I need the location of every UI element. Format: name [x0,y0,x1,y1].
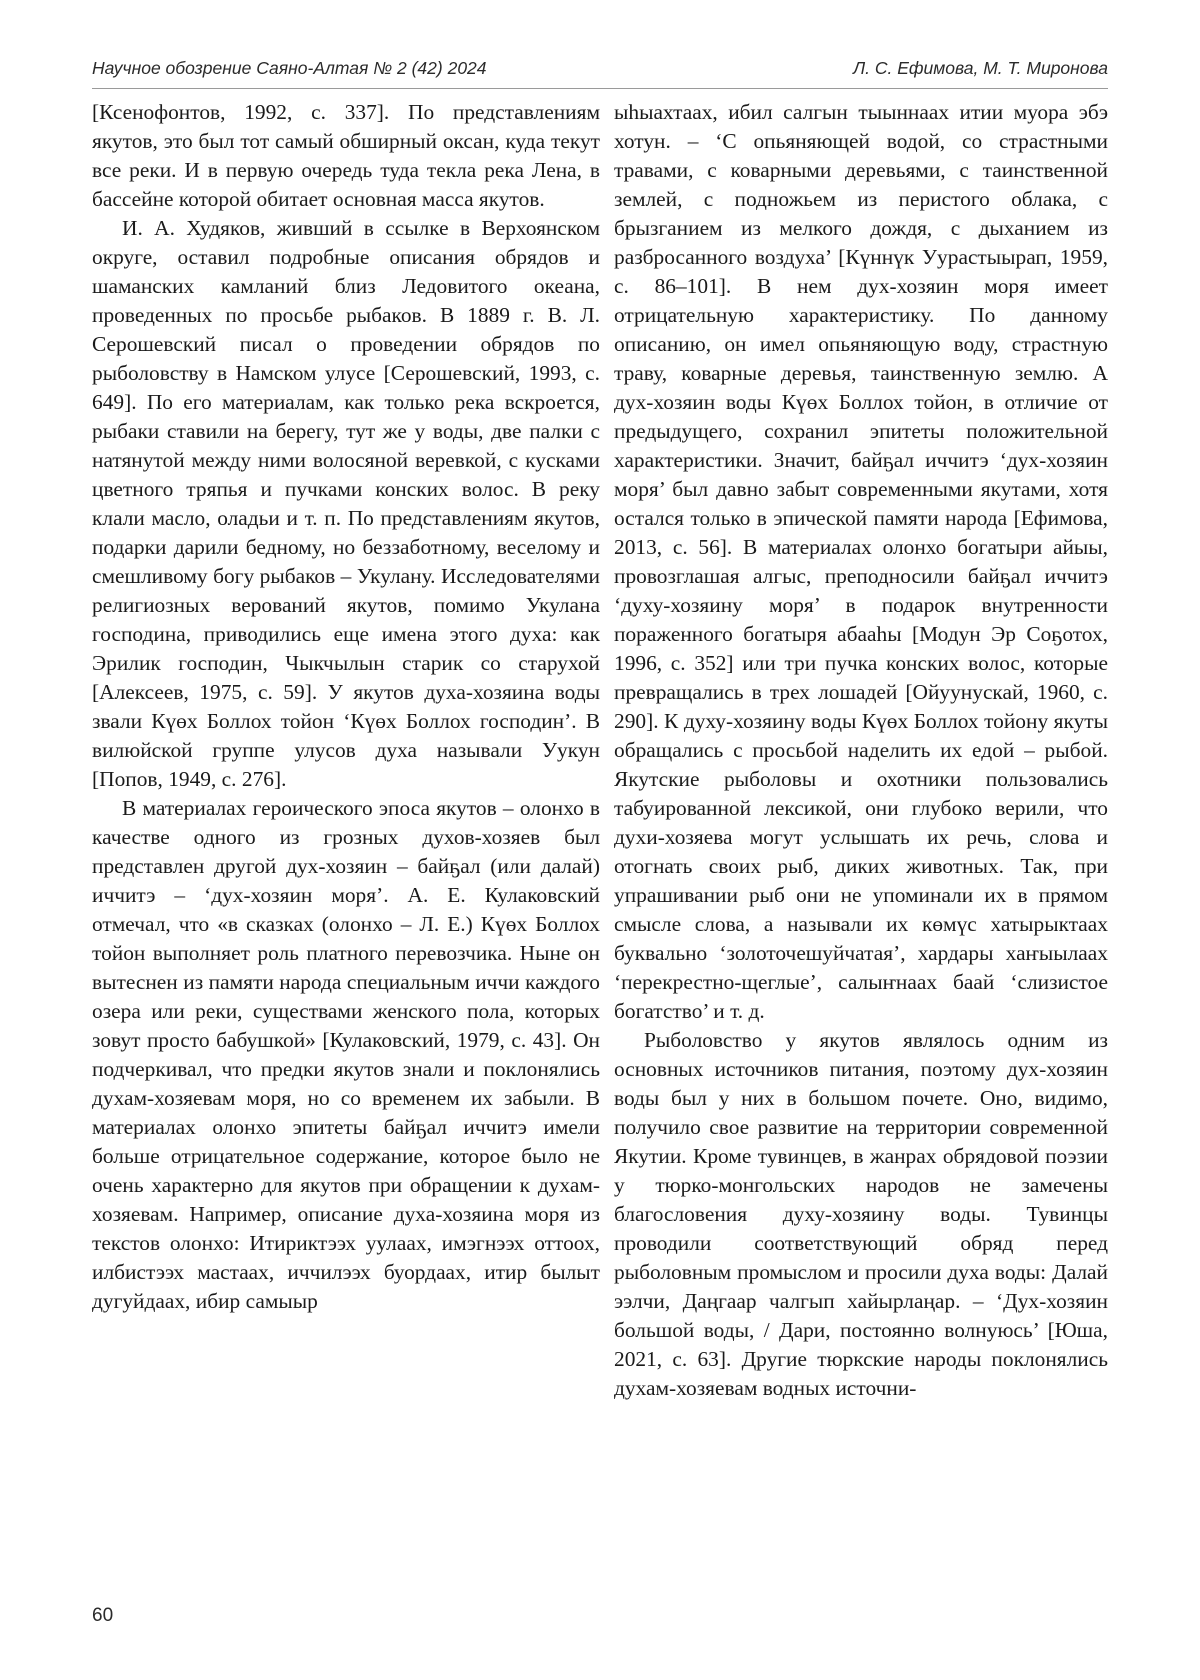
left-column [92,98,600,1316]
paragraph: И. А. Худяков, живший в ссылке в Верхоянском округе, оставил подробные описания обрядов и шаманских камланий близ Ледовитого океана, проведенных по просьбе рыбаков. В 1889 г. В. Л. Серошевский писал о проведении обрядов по рыболовству в Намском улусе [Серошевский, 1993, с. 649]. По его материалам, как только река вскроется, рыбаки ставили на берегу, тут же у воды, две палки с натянутой между ними волосяной веревкой, с кусками цветного тряпья и пучками конских волос. В реку клали масло, оладьи и т. п. По представлениям якутов, подарки дарили бедному, но беззаботному, веселому и смешливому богу рыбаков – Укулану. Исследователями религиозных верований якутов, помимо Укулана господина, приводились еще имена этого духа: как Эрилик господин, Чыкчылын старик со старухой [Алексеев, 1975, с. 59]. У якутов духа-хозяина воды звали Күөх Боллох тойон ‘Күөх Боллох господин’. В вилюйской группе улусов духа называли Уукун [Попов, 1949, с. 276]. [92,216,600,791]
journal-title: Научное обозрение Саяно-Алтая № 2 (42) 2024 [92,58,487,78]
page-number: 60 [92,1605,114,1626]
paragraph: [Ксенофонтов, 1992, с. 337]. По представлениям якутов, это был тот самый обширный оксан, куда текут все реки. И в первую очередь туда текла река Лена, в бассейне которой обитает основная масса якутов. [92,100,600,211]
paragraph: ыһыахтаах, ибил салгын тыыннаах итии муора эбэ хотун. – ‘С опьяняющей водой, со страстными травами, с коварными деревьями, с таинственной землей, с подножьем из перистого облака, с брызганием из мелкого дождя, с дыханием из разбросанного воздуха’ [Күннүк Уурастыырап, 1959, с. 86–101]. В нем дух-хозяин моря имеет отрицательную характеристику. По данному описанию, он имел опьяняющую воду, страстную траву, коварные деревья, таинственную землю. А дух-хозяин воды Күөх Боллох тойон, в отличие от предыдущего, сохранил эпитеты положительной характеристики. Значит, байҕал иччитэ ‘дух-хозяин моря’ был давно забыт современными якутами, хотя остался только в эпической памяти народа [Ефимова, 2013, с. 56]. В материалах олонхо богатыри айыы, провозглашая алгыс, преподносили байҕал иччитэ ‘духу-хозяину моря’ в подарок внутренности пораженного богатыря абааһы [Модун Эр Соҕотох, 1996, с. 352] или три пучка конских волос, которые превращались в трех лошадей [Ойуунускай, 1960, с. 290]. К духу-хозяину воды Күөх Боллох тойону якуты обращались с просьбой наделить их едой – рыбой. Якутские рыболовы и охотники пользовались табуированной лексикой, они глубоко верили, что духи-хозяева могут услышать их речь, слова и отогнать своих рыб, диких животных. Так, при упрашивании рыб они не упоминали их в прямом смысле слова, а называли их көмүс хатырыктаах буквально ‘золоточешуйчатая’, хардары хаҥыылаах ‘перекрестно-щеглые’, салыҥнаах баай ‘слизистое богатство’ и т. д. [614,100,1108,1023]
right-column [614,98,1108,1403]
article-authors: Л. С. Ефимова, М. Т. Миронова [853,58,1108,78]
header-divider [92,88,1108,89]
paragraph: В материалах героического эпоса якутов – олонхо в качестве одного из грозных духов-хозяев был представлен другой дух-хозяин – байҕал (или далай) иччитэ – ‘дух-хозяин моря’. А. Е. Кулаковский отмечал, что «в сказках (олонхо – Л. Е.) Күөх Боллох тойон выполняет роль платного перевозчика. Ныне он вытеснен из памяти народа специальным иччи каждого озера или реки, существами женского пола, которых зовут просто бабушкой» [Кулаковский, 1979, с. 43]. Он подчеркивал, что предки якутов знали и поклонялись духам-хозяевам моря, но со временем их забыли. В материалах олонхо эпитеты байҕал иччитэ имели больше отрицательное содержание, которое было не очень характерно для якутов при обращении к духам-хозяевам. Например, описание духа-хозяина моря из текстов олонхо: Итириктээх уулаах, имэгнээх оттоох, илбистээх мастаах, иччилээх буордаах, итир былыт дугуйдаах, ибир самыыр [92,796,600,1313]
paragraph: Рыболовство у якутов являлось одним из основных источников питания, поэтому дух-хозяин воды был у них в большом почете. Оно, видимо, получило свое развитие на территории современной Якутии. Кроме тувинцев, в жанрах обрядовой поэзии у тюрко-монгольских народов не замечены благословения духу-хозяину воды. Тувинцы проводили соответствующий обряд перед рыболовным промыслом и просили духа воды: Далай ээлчи, Даңгаар чалгып хайырлаңар. – ‘Дух-хозяин большой воды, / Дари, постоянно волнуюсь’ [Юша, 2021, с. 63]. Другие тюркские народы поклонялись духам-хозяевам водных источни- [614,1028,1108,1400]
